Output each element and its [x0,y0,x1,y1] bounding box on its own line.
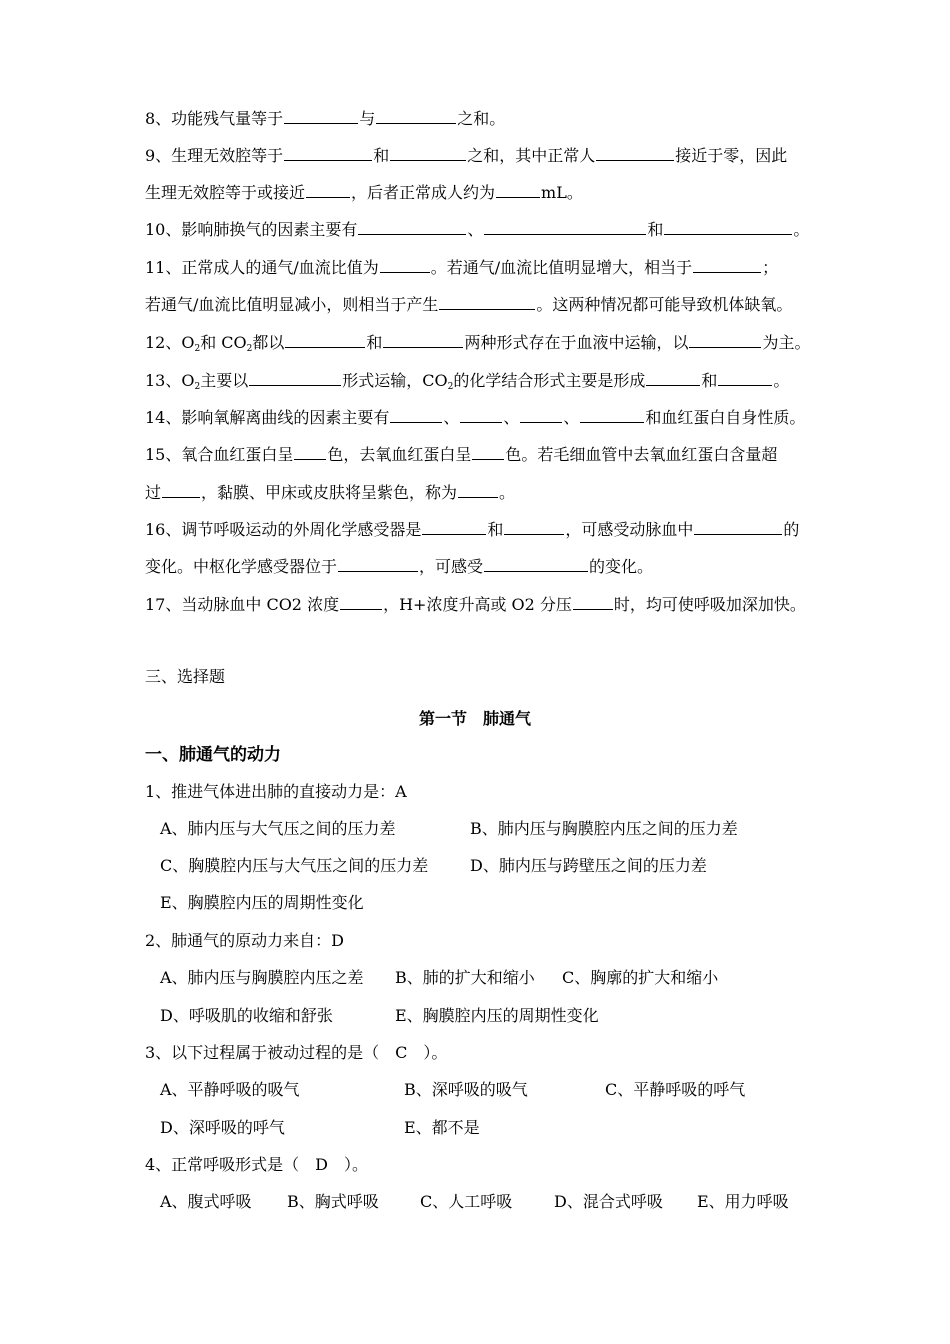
answer-blank[interactable] [294,444,326,460]
question-text: 两种形式存在于血液中运输，以 [464,333,689,352]
answer-blank[interactable] [376,108,456,124]
question-text: 16、调节呼吸运动的外周化学感受器是 [145,520,422,539]
fill-question-9-cont [145,182,583,204]
question-text: 形式运输，CO [342,371,448,390]
question-text: 、 [443,408,460,427]
mc-question-1: 1、推进气体进出肺的直接动力是：A [145,782,407,801]
option-c[interactable]: C、平静呼吸的呼气 [605,1080,746,1099]
answer-blank[interactable] [249,370,341,386]
fill-question-16 [145,519,799,541]
fill-question-17 [145,594,806,616]
question-text: 之和，其中正常人 [467,146,596,165]
answer-blank[interactable] [458,482,498,498]
option-a[interactable]: A、肺内压与胸膜腔内压之差 [160,968,364,987]
option-c[interactable]: C、胸廓的扩大和缩小 [562,968,719,987]
question-text: 和 [373,146,390,165]
option-e[interactable]: E、胸膜腔内压的周期性变化 [160,893,364,912]
answer-blank[interactable] [383,332,463,348]
answer-blank[interactable] [573,594,613,610]
chapter-title: 第一节 肺通气 [418,709,531,728]
fill-question-11 [145,257,778,279]
question-text: 和 [487,520,504,539]
subsection-title: 一、肺通气的动力 [145,745,281,765]
question-text: 11、正常成人的通气/血流比值为 [145,258,379,277]
question-text: 为主。 [762,333,811,352]
question-text: 主要以 [200,371,249,390]
fill-question-13 [145,370,789,392]
question-text: mL。 [541,183,583,202]
subscript: 2 [194,382,201,392]
question-text: 过 [145,483,162,502]
answer-blank[interactable] [439,294,535,310]
answer-blank[interactable] [693,257,761,273]
answer-blank[interactable] [162,482,200,498]
option-b[interactable]: B、深呼吸的吸气 [404,1080,528,1099]
fill-question-15 [145,444,777,466]
question-text: ，可感受动脉血中 [565,520,694,539]
answer-blank[interactable] [504,519,564,535]
question-text: 都以 [252,333,285,352]
question-text: 与 [359,109,376,128]
answer-blank[interactable] [284,145,372,161]
question-text: ； [762,258,779,277]
option-b[interactable]: B、肺内压与胸膜腔内压之间的压力差 [470,819,738,838]
question-text: 和 [701,371,718,390]
question-text: 的化学结合形式主要是形成 [453,371,646,390]
question-text: 变化。中枢化学感受器位于 [145,557,338,576]
subscript: 2 [246,344,253,354]
question-text: 。 [499,483,516,502]
answer-blank[interactable] [338,556,418,572]
option-d[interactable]: D、肺内压与跨壁压之间的压力差 [470,856,707,875]
fill-question-10 [145,219,809,241]
option-c[interactable]: C、胸膜腔内压与大气压之间的压力差 [160,856,429,875]
question-text: 色。若毛细血管中去氧血红蛋白含量超 [505,445,778,464]
option-e[interactable]: E、都不是 [404,1118,480,1137]
answer-blank[interactable] [306,182,350,198]
mc-question-2: 2、肺通气的原动力来自：D [145,931,345,950]
answer-blank[interactable] [484,219,646,235]
question-text: 、 [503,408,520,427]
question-text: 。若通气/血流比值明显增大，相当于 [430,258,693,277]
question-text: 8、功能残气量等于 [145,109,284,128]
answer-blank[interactable] [390,145,466,161]
answer-blank[interactable] [580,407,644,423]
question-text: 12、O [145,333,195,352]
question-text: 色，去氧血红蛋白呈 [327,445,472,464]
question-text: 的 [783,520,800,539]
answer-blank[interactable] [284,108,358,124]
answer-blank[interactable] [718,370,772,386]
question-text: 15、氧合血红蛋白呈 [145,445,294,464]
fill-question-14 [145,407,805,429]
question-text: 10、影响肺换气的因素主要有 [145,220,358,239]
fill-question-12 [145,332,810,354]
question-text: 。这两种情况都可能导致机体缺氧。 [536,295,793,314]
option-b[interactable]: B、肺的扩大和缩小 [395,968,535,987]
question-text: 的变化。 [589,557,654,576]
option-c[interactable]: C、人工呼吸 [420,1192,513,1211]
answer-blank[interactable] [496,182,540,198]
question-text: 和 CO [200,333,247,352]
answer-blank[interactable] [460,407,502,423]
subscript: 2 [194,344,201,354]
question-text: 、 [563,408,580,427]
option-d[interactable]: D、深呼吸的呼气 [160,1118,285,1137]
question-text: 和血红蛋白自身性质。 [645,408,806,427]
option-d[interactable]: D、混合式呼吸 [554,1192,663,1211]
question-text: ，黏膜、甲床或皮肤将呈紫色，称为 [201,483,458,502]
option-a[interactable]: A、腹式呼吸 [160,1192,252,1211]
section-title: 三、选择题 [145,667,226,686]
answer-blank[interactable] [646,370,700,386]
fill-question-15-cont [145,482,515,504]
question-text: ，可感受 [419,557,484,576]
question-text: ，后者正常成人约为 [351,183,496,202]
subscript: 2 [447,382,454,392]
question-text: 和 [647,220,664,239]
question-text: 接近于零，因此 [675,146,788,165]
answer-blank[interactable] [380,257,430,273]
question-text: ，H+浓度升高或 O2 分压 [383,595,572,614]
question-text: 、 [467,220,484,239]
question-text: 。 [773,371,790,390]
question-text: 17、当动脉血中 CO2 浓度 [145,595,340,614]
answer-blank[interactable] [422,519,486,535]
fill-question-11-cont [145,294,792,316]
question-text: 生理无效腔等于或接近 [145,183,306,202]
fill-question-9 [145,145,787,167]
option-e[interactable]: E、用力呼吸 [697,1192,789,1211]
option-d[interactable]: D、呼吸肌的收缩和舒张 [160,1006,333,1025]
answer-blank[interactable] [484,556,588,572]
answer-blank[interactable] [664,219,792,235]
answer-blank[interactable] [689,332,761,348]
question-text: 若通气/血流比值明显减小，则相当于产生 [145,295,439,314]
question-text: 9、生理无效腔等于 [145,146,284,165]
answer-blank[interactable] [596,145,674,161]
answer-blank[interactable] [390,407,442,423]
question-text: 时，均可使呼吸加深加快。 [613,595,806,614]
mc-question-3: 3、以下过程属于被动过程的是（ C ）。 [145,1043,448,1062]
option-a[interactable]: A、肺内压与大气压之间的压力差 [160,819,396,838]
mc-question-4: 4、正常呼吸形式是（ D ）。 [145,1155,369,1174]
question-text: 和 [366,333,383,352]
option-e[interactable]: E、胸膜腔内压的周期性变化 [395,1006,599,1025]
answer-blank[interactable] [358,219,466,235]
option-a[interactable]: A、平静呼吸的吸气 [160,1080,300,1099]
answer-blank[interactable] [285,332,365,348]
answer-blank[interactable] [340,594,382,610]
answer-blank[interactable] [694,519,782,535]
question-text: 14、影响氧解离曲线的因素主要有 [145,408,390,427]
fill-question-8 [145,108,505,130]
question-text: 13、O [145,371,195,390]
question-text: 。 [793,220,810,239]
option-b[interactable]: B、胸式呼吸 [287,1192,379,1211]
answer-blank[interactable] [520,407,562,423]
question-text: 之和。 [457,109,506,128]
fill-question-16-cont [145,556,653,578]
answer-blank[interactable] [472,444,504,460]
